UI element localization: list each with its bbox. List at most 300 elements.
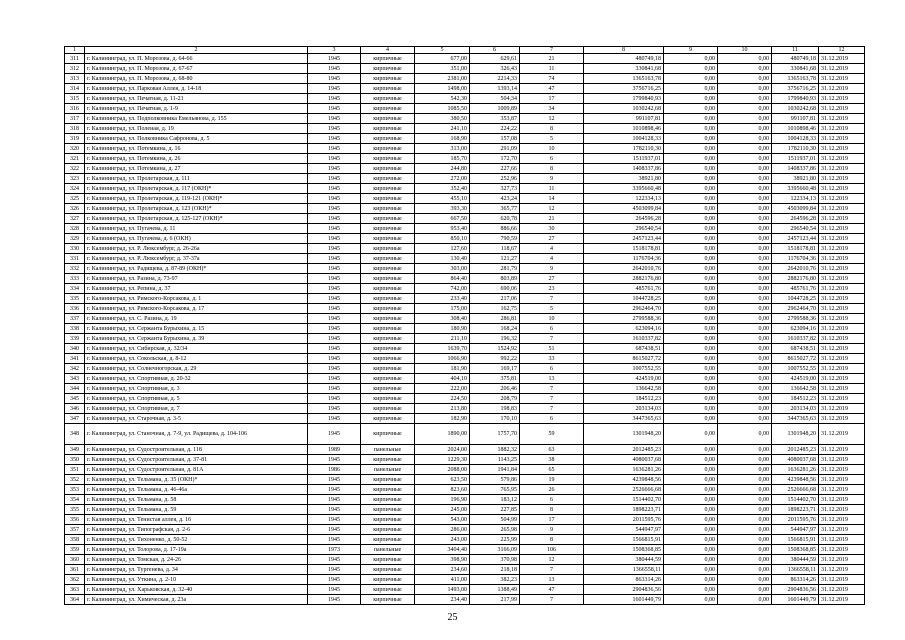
cell-col-12: 31.12.2019 (819, 94, 865, 104)
cell-col-1: 322 (65, 164, 85, 174)
cell-col-2: г. Калининград, ул. Сокольская, д. 8-12 (85, 354, 308, 364)
cell-col-5: 677,00 (415, 54, 470, 64)
cell-col-6: 208,79 (470, 394, 520, 404)
table-row (65, 94, 865, 104)
cell-col-1: 325 (65, 194, 85, 204)
cell-col-1: 352 (65, 475, 85, 485)
cell-col-12: 31.12.2019 (819, 384, 865, 394)
cell-col-8: 4239848,56 (584, 475, 664, 485)
cell-col-1: 350 (65, 455, 85, 465)
cell-col-7: 14 (520, 194, 584, 204)
cell-col-2: г. Калининград, ул. Пугачева, д. 11 (85, 224, 308, 234)
cell-col-6: 690,06 (470, 284, 520, 294)
cell-col-5: 244,80 (415, 164, 470, 174)
cell-col-6: 196,32 (470, 334, 520, 344)
cell-col-7: 27 (520, 274, 584, 284)
cell-col-2: г. Калининград, ул. Пролетарская, д. 125-127 (ОКН)* (85, 214, 308, 224)
cell-col-11: 330841,68 (772, 64, 819, 74)
cell-col-10: 0,00 (718, 234, 772, 244)
cell-col-3: 1945 (308, 505, 361, 515)
cell-col-9: 0,00 (664, 545, 718, 555)
cell-col-11: 2011595,76 (772, 515, 819, 525)
table-row (65, 184, 865, 194)
cell-col-5: 667,50 (415, 214, 470, 224)
cell-col-1: 345 (65, 394, 85, 404)
table-row (65, 465, 865, 475)
cell-col-12: 31.12.2019 (819, 314, 865, 324)
cell-col-1: 319 (65, 134, 85, 144)
cell-col-5: 351,00 (415, 64, 470, 74)
table-row (65, 495, 865, 505)
cell-col-4: кирпичные (361, 595, 415, 605)
cell-col-9: 0,00 (664, 94, 718, 104)
cell-col-12: 31.12.2019 (819, 264, 865, 274)
cell-col-1: 353 (65, 485, 85, 495)
cell-col-2: г. Калининград, ул. Томская, д. 24-26 (85, 555, 308, 565)
cell-col-9: 0,00 (664, 254, 718, 264)
cell-col-11: 136642,58 (772, 384, 819, 394)
cell-col-8: 1365163,78 (584, 74, 664, 84)
column-header-11: 11 (772, 47, 819, 54)
cell-col-10: 0,00 (718, 525, 772, 535)
cell-col-11: 687438,51 (772, 344, 819, 354)
cell-col-1: 361 (65, 565, 85, 575)
cell-col-12: 31.12.2019 (819, 455, 865, 465)
cell-col-1: 341 (65, 354, 85, 364)
cell-col-12: 31.12.2019 (819, 424, 865, 445)
cell-col-6: 326,43 (470, 64, 520, 74)
cell-col-7: 5 (520, 134, 584, 144)
cell-col-11: 1030242,68 (772, 104, 819, 114)
cell-col-7: 10 (520, 314, 584, 324)
cell-col-5: 130,40 (415, 254, 470, 264)
cell-col-9: 0,00 (664, 515, 718, 525)
cell-col-3: 1945 (308, 384, 361, 394)
cell-col-3: 1945 (308, 114, 361, 124)
cell-col-3: 1945 (308, 164, 361, 174)
cell-col-6: 2214,33 (470, 74, 520, 84)
cell-col-11: 1408337,86 (772, 164, 819, 174)
cell-col-2: г. Калининград, ул. Тельмана, д. 46-46а (85, 485, 308, 495)
table-row (65, 224, 865, 234)
cell-col-7: 7 (520, 565, 584, 575)
table-row (65, 394, 865, 404)
cell-col-12: 31.12.2019 (819, 74, 865, 84)
cell-col-1: 362 (65, 575, 85, 585)
cell-col-11: 3756716,25 (772, 84, 819, 94)
cell-col-11: 2642010,76 (772, 264, 819, 274)
cell-col-5: 623,50 (415, 475, 470, 485)
cell-col-12: 31.12.2019 (819, 555, 865, 565)
cell-col-4: кирпичные (361, 84, 415, 94)
cell-col-9: 0,00 (664, 104, 718, 114)
column-header-2: 2 (85, 47, 308, 54)
cell-col-11: 1636281,26 (772, 465, 819, 475)
cell-col-9: 0,00 (664, 585, 718, 595)
cell-col-3: 1945 (308, 364, 361, 374)
cell-col-4: кирпичные (361, 535, 415, 545)
cell-col-5: 393,30 (415, 204, 470, 214)
cell-col-4: панельные (361, 545, 415, 555)
cell-col-6: 382,23 (470, 575, 520, 585)
cell-col-1: 313 (65, 74, 85, 84)
cell-col-8: 2457123,44 (584, 234, 664, 244)
cell-col-5: 1085,50 (415, 104, 470, 114)
cell-col-7: 8 (520, 505, 584, 515)
cell-col-11: 1518178,81 (772, 244, 819, 254)
cell-col-5: 404,10 (415, 374, 470, 384)
cell-col-12: 31.12.2019 (819, 184, 865, 194)
cell-col-2: г. Калининград, ул. Спортивная, д. 5 (85, 394, 308, 404)
cell-col-9: 0,00 (664, 384, 718, 394)
cell-col-4: кирпичные (361, 505, 415, 515)
cell-col-2: г. Калининград, ул. Солнечногорская, д. 29 (85, 364, 308, 374)
cell-col-4: кирпичные (361, 304, 415, 314)
table-row (65, 535, 865, 545)
cell-col-11: 1610337,82 (772, 334, 819, 344)
cell-col-12: 31.12.2019 (819, 495, 865, 505)
cell-col-3: 1945 (308, 414, 361, 424)
cell-col-12: 31.12.2019 (819, 294, 865, 304)
cell-col-12: 31.12.2019 (819, 505, 865, 515)
cell-col-11: 4239848,56 (772, 475, 819, 485)
cell-col-1: 317 (65, 114, 85, 124)
cell-col-4: кирпичные (361, 174, 415, 184)
cell-col-4: кирпичные (361, 384, 415, 394)
cell-col-4: кирпичные (361, 144, 415, 154)
cell-col-7: 47 (520, 585, 584, 595)
cell-col-2: г. Калининград, ул. П. Морозова, д. 67-67 (85, 64, 308, 74)
table-row (65, 294, 865, 304)
cell-col-12: 31.12.2019 (819, 414, 865, 424)
cell-col-4: кирпичные (361, 164, 415, 174)
cell-col-9: 0,00 (664, 224, 718, 234)
cell-col-7: 10 (520, 144, 584, 154)
column-header-1: 1 (65, 47, 85, 54)
cell-col-1: 357 (65, 525, 85, 535)
cell-col-10: 0,00 (718, 485, 772, 495)
cell-col-2: г. Калининград, ул. Сибирская, д. 32/34 (85, 344, 308, 354)
cell-col-6: 218,18 (470, 565, 520, 575)
cell-col-6: 121,27 (470, 254, 520, 264)
cell-col-6: 579,86 (470, 475, 520, 485)
cell-col-6: 1757,70 (470, 424, 520, 445)
cell-col-7: 23 (520, 284, 584, 294)
cell-col-11: 1010898,46 (772, 124, 819, 134)
cell-col-9: 0,00 (664, 505, 718, 515)
table-row (65, 475, 865, 485)
cell-col-3: 1945 (308, 455, 361, 465)
cell-col-6: 1143,25 (470, 455, 520, 465)
cell-col-11: 3447365,63 (772, 414, 819, 424)
cell-col-12: 31.12.2019 (819, 595, 865, 605)
cell-col-1: 330 (65, 244, 85, 254)
cell-col-5: 241,10 (415, 124, 470, 134)
cell-col-2: г. Калининград, ул. Спортивная, д. 20-32 (85, 374, 308, 384)
cell-col-5: 2088,00 (415, 465, 470, 475)
cell-col-9: 0,00 (664, 595, 718, 605)
cell-col-7: 7 (520, 294, 584, 304)
table-row (65, 414, 865, 424)
cell-col-6: 217,99 (470, 595, 520, 605)
cell-col-12: 31.12.2019 (819, 274, 865, 284)
cell-col-5: 313,00 (415, 144, 470, 154)
cell-col-4: кирпичные (361, 204, 415, 214)
cell-col-12: 31.12.2019 (819, 364, 865, 374)
cell-col-8: 1514402,70 (584, 495, 664, 505)
cell-col-12: 31.12.2019 (819, 515, 865, 525)
cell-col-3: 1945 (308, 485, 361, 495)
table-row (65, 384, 865, 394)
cell-col-2: г. Калининград, ул. Харьковская, д. 32-40 (85, 585, 308, 595)
cell-col-2: г. Калининград, ул. Печатная, д. 1-9 (85, 104, 308, 114)
cell-col-11: 1007552,55 (772, 364, 819, 374)
cell-col-2: г. Калининград, ул. Р. Люксембург, д. 26-26а (85, 244, 308, 254)
cell-col-1: 324 (65, 184, 85, 194)
cell-col-12: 31.12.2019 (819, 334, 865, 344)
cell-col-7: 13 (520, 374, 584, 384)
cell-col-1: 351 (65, 465, 85, 475)
cell-col-11: 2962464,70 (772, 304, 819, 314)
cell-col-7: 7 (520, 404, 584, 414)
cell-col-8: 424519,00 (584, 374, 664, 384)
cell-col-8: 1044728,25 (584, 294, 664, 304)
cell-col-4: кирпичные (361, 364, 415, 374)
cell-col-5: 1066,90 (415, 354, 470, 364)
cell-col-6: 370,98 (470, 555, 520, 565)
cell-col-5: 3404,40 (415, 545, 470, 555)
cell-col-8: 3395660,48 (584, 184, 664, 194)
cell-col-10: 0,00 (718, 64, 772, 74)
cell-col-2: г. Калининград, ул. Типографская, д. 2-6 (85, 525, 308, 535)
table-header (65, 47, 865, 54)
cell-col-10: 0,00 (718, 274, 772, 284)
table-row (65, 154, 865, 164)
cell-col-4: кирпичные (361, 234, 415, 244)
cell-col-12: 31.12.2019 (819, 84, 865, 94)
cell-col-9: 0,00 (664, 304, 718, 314)
cell-col-10: 0,00 (718, 284, 772, 294)
cell-col-10: 0,00 (718, 344, 772, 354)
cell-col-10: 0,00 (718, 94, 772, 104)
cell-col-9: 0,00 (664, 565, 718, 575)
cell-col-6: 286,81 (470, 314, 520, 324)
cell-col-8: 1010898,46 (584, 124, 664, 134)
cell-col-9: 0,00 (664, 124, 718, 134)
cell-col-2: г. Калининград, ул. Тельмана, д. 58 (85, 495, 308, 505)
cell-col-3: 1945 (308, 515, 361, 525)
cell-col-6: 3166,09 (470, 545, 520, 555)
cell-col-12: 31.12.2019 (819, 154, 865, 164)
cell-col-9: 0,00 (664, 274, 718, 284)
cell-col-9: 0,00 (664, 84, 718, 94)
cell-col-1: 364 (65, 595, 85, 605)
cell-col-3: 1945 (308, 254, 361, 264)
cell-col-5: 742,00 (415, 284, 470, 294)
cell-col-2: г. Калининград, ул. Пролетарская, д. 117 (ОКН)* (85, 184, 308, 194)
cell-col-8: 203134,03 (584, 404, 664, 414)
cell-col-1: 343 (65, 374, 85, 384)
cell-col-10: 0,00 (718, 214, 772, 224)
cell-col-7: 6 (520, 324, 584, 334)
cell-col-7: 9 (520, 264, 584, 274)
cell-col-12: 31.12.2019 (819, 54, 865, 64)
cell-col-4: кирпичные (361, 354, 415, 364)
cell-col-7: 12 (520, 555, 584, 565)
cell-col-4: кирпичные (361, 575, 415, 585)
table-row (65, 485, 865, 495)
cell-col-8: 3756716,25 (584, 84, 664, 94)
cell-col-5: 542,30 (415, 94, 470, 104)
cell-col-9: 0,00 (664, 114, 718, 124)
cell-col-5: 180,90 (415, 324, 470, 334)
cell-col-6: 224,22 (470, 124, 520, 134)
cell-col-11: 380444,59 (772, 555, 819, 565)
cell-col-8: 296540,54 (584, 224, 664, 234)
cell-col-8: 480749,18 (584, 54, 664, 64)
cell-col-5: 272,00 (415, 174, 470, 184)
cell-col-5: 352,40 (415, 184, 470, 194)
cell-col-1: 340 (65, 344, 85, 354)
cell-col-11: 485761,76 (772, 284, 819, 294)
cell-col-9: 0,00 (664, 314, 718, 324)
cell-col-6: 206,46 (470, 384, 520, 394)
column-header-5: 5 (415, 47, 470, 54)
cell-col-8: 1636281,26 (584, 465, 664, 475)
table-row (65, 525, 865, 535)
cell-col-11: 4080037,68 (772, 455, 819, 465)
cell-col-8: 3447365,63 (584, 414, 664, 424)
cell-col-9: 0,00 (664, 174, 718, 184)
cell-col-7: 51 (520, 344, 584, 354)
cell-col-11: 264596,28 (772, 214, 819, 224)
cell-col-5: 224,50 (415, 394, 470, 404)
cell-col-6: 118,67 (470, 244, 520, 254)
cell-col-7: 33 (520, 354, 584, 364)
cell-col-4: кирпичные (361, 314, 415, 324)
cell-col-9: 0,00 (664, 184, 718, 194)
cell-col-3: 1945 (308, 404, 361, 414)
cell-col-5: 196,90 (415, 495, 470, 505)
cell-col-5: 127,60 (415, 244, 470, 254)
cell-col-6: 1393,14 (470, 84, 520, 94)
cell-col-4: кирпичные (361, 114, 415, 124)
cell-col-7: 74 (520, 74, 584, 84)
cell-col-2: г. Калининград, ул. Спортивная, д. 7 (85, 404, 308, 414)
cell-col-8: 2799588,36 (584, 314, 664, 324)
cell-col-2: г. Калининград, ул. Станочная, д. 7-9, ул. Радищева, д. 104-106 (85, 424, 308, 445)
table-row (65, 455, 865, 465)
cell-col-6: 504,34 (470, 94, 520, 104)
table-row (65, 445, 865, 455)
cell-col-1: 329 (65, 234, 85, 244)
cell-col-2: г. Калининград, ул. П. Морозова, д. 64-66 (85, 54, 308, 64)
cell-col-6: 281,79 (470, 264, 520, 274)
table-row (65, 304, 865, 314)
cell-col-11: 544947,97 (772, 525, 819, 535)
cell-col-5: 222,00 (415, 384, 470, 394)
cell-col-6: 183,12 (470, 495, 520, 505)
cell-col-12: 31.12.2019 (819, 224, 865, 234)
cell-col-8: 2642010,76 (584, 264, 664, 274)
cell-col-12: 31.12.2019 (819, 124, 865, 134)
cell-col-8: 136642,58 (584, 384, 664, 394)
cell-col-9: 0,00 (664, 424, 718, 445)
cell-col-5: 243,00 (415, 535, 470, 545)
cell-col-8: 1898223,71 (584, 505, 664, 515)
cell-col-5: 543,00 (415, 515, 470, 525)
cell-col-1: 354 (65, 495, 85, 505)
cell-col-8: 184512,23 (584, 394, 664, 404)
cell-col-11: 4503099,84 (772, 204, 819, 214)
cell-col-10: 0,00 (718, 194, 772, 204)
housing-register-table (64, 46, 865, 605)
cell-col-6: 170,10 (470, 414, 520, 424)
cell-col-9: 0,00 (664, 455, 718, 465)
cell-col-10: 0,00 (718, 204, 772, 214)
table-row (65, 234, 865, 244)
cell-col-4: кирпичные (361, 455, 415, 465)
cell-col-7: 8 (520, 164, 584, 174)
cell-col-5: 953,40 (415, 224, 470, 234)
cell-col-10: 0,00 (718, 475, 772, 485)
cell-col-8: 863314,26 (584, 575, 664, 585)
cell-col-4: кирпичные (361, 495, 415, 505)
cell-col-2: г. Калининград, ул. Поленая, д. 19 (85, 124, 308, 134)
cell-col-9: 0,00 (664, 134, 718, 144)
cell-col-4: кирпичные (361, 264, 415, 274)
cell-col-12: 31.12.2019 (819, 485, 865, 495)
cell-col-4: кирпичные (361, 154, 415, 164)
cell-col-1: 320 (65, 144, 85, 154)
cell-col-3: 1945 (308, 144, 361, 154)
table-row (65, 124, 865, 134)
cell-col-2: г. Калининград, ул. Тельмана, д. 35 (ОКН)* (85, 475, 308, 485)
cell-col-5: 1229,30 (415, 455, 470, 465)
cell-col-3: 1945 (308, 204, 361, 214)
cell-col-10: 0,00 (718, 505, 772, 515)
cell-col-9: 0,00 (664, 525, 718, 535)
cell-col-4: кирпичные (361, 424, 415, 445)
cell-col-7: 7 (520, 394, 584, 404)
table-row (65, 314, 865, 324)
cell-col-12: 31.12.2019 (819, 114, 865, 124)
cell-col-11: 1511937,01 (772, 154, 819, 164)
cell-col-10: 0,00 (718, 224, 772, 234)
cell-col-11: 1782110,30 (772, 144, 819, 154)
cell-col-11: 623094,16 (772, 324, 819, 334)
cell-col-3: 1989 (308, 445, 361, 455)
cell-col-6: 327,73 (470, 184, 520, 194)
cell-col-4: кирпичные (361, 184, 415, 194)
cell-col-3: 1945 (308, 294, 361, 304)
cell-col-11: 203134,03 (772, 404, 819, 414)
cell-col-3: 1945 (308, 334, 361, 344)
cell-col-2: г. Калининград, ул. Пролетарская, д. 123 (ОКН)* (85, 204, 308, 214)
cell-col-6: 169,17 (470, 364, 520, 374)
cell-col-9: 0,00 (664, 74, 718, 84)
cell-col-8: 485761,76 (584, 284, 664, 294)
cell-col-10: 0,00 (718, 374, 772, 384)
cell-col-7: 8 (520, 124, 584, 134)
cell-col-7: 6 (520, 495, 584, 505)
cell-col-3: 1945 (308, 84, 361, 94)
table-row (65, 194, 865, 204)
cell-col-7: 27 (520, 234, 584, 244)
cell-col-12: 31.12.2019 (819, 344, 865, 354)
table-row (65, 214, 865, 224)
cell-col-9: 0,00 (664, 495, 718, 505)
